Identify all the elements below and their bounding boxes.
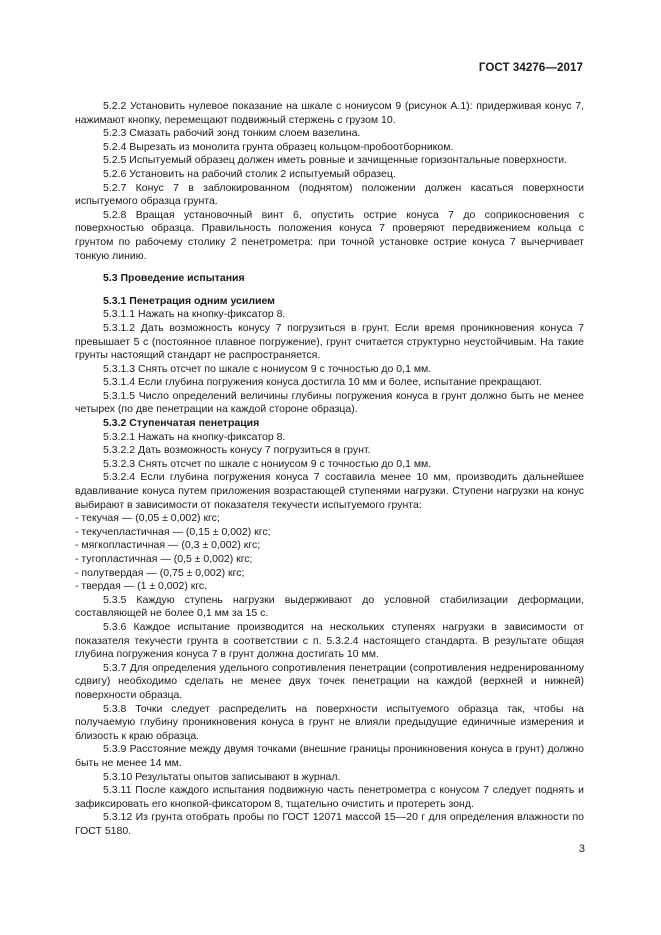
paragraph-5-3-1-3: 5.3.1.3 Снять отсчет по шкале с нониусом 9 с точностью до 0,1 мм. (103, 362, 432, 375)
paragraph-5-3-2-3: 5.3.2.3 Снять отсчет по шкале с нониусом 9 с точностью до 0,1 мм. (103, 457, 432, 470)
paragraph-5-3-10: 5.3.10 Результаты опытов записывают в журнал. (103, 770, 341, 783)
document-body (75, 100, 584, 838)
paragraph-5-2-6: 5.2.6 Установить на рабочий столик 2 испытуемый образец. (103, 167, 396, 180)
paragraph-5-3-2-4: 5.3.2.4 Если глубина погружения конуса 7 составила менее 10 мм, производить дальнейшее вдавливание конуса путем приложения возрастающей ступенями нагрузки. Ступени нагрузки на конус выбирают в зависимости от показателя текучести испытуемого грунта: (75, 471, 584, 511)
load-steps-list (75, 512, 584, 594)
paragraph-5-2-4: 5.2.4 Вырезать из монолита грунта образец кольцом-пробоотборником. (103, 140, 454, 153)
paragraph-5-3-11: 5.3.11 После каждого испытания подвижную часть пенетрометра с конусом 7 следует поднять и зафиксировать его кнопкой-фиксатором 8, тщательно очистить и протереть зонд. (75, 784, 584, 810)
paragraph-5-3-1-1: 5.3.1.1 Нажать на кнопку-фиксатор 8. (103, 308, 286, 321)
paragraph-5-3-2-2: 5.3.2.2 Дать возможность конусу 7 погрузиться в грунт. (103, 444, 371, 457)
paragraph-5-3-6: 5.3.6 Каждое испытание производится на нескольких ступенях нагрузки в зависимости от показателя текучести грунта в соответствии с п. 5.3.2.4 настоящего стандарта. В результате общая глубина погружения конуса 7 в грунт должна достигать 10 мм. (75, 620, 584, 661)
section-heading-5-3: 5.3 Проведение испытания (103, 272, 245, 285)
list-item: - текучепластичная — (0,15 ± 0,002) кгс; (75, 525, 271, 538)
paragraph-5-3-9: 5.3.9 Расстояние между двумя точками (внешние границы проникновения конуса в грунт) должно быть не менее 14 мм. (75, 743, 584, 769)
paragraph-5-3-7: 5.3.7 Для определения удельного сопротивления пенетрации (сопротивления недренированному сдвигу) необходимо сделать не менее двух точек пенетрации на каждой (верхней и нижней) поверхности образца. (75, 661, 584, 701)
paragraph-5-2-7: 5.2.7 Конус 7 в заблокированном (поднятом) положении должен касаться поверхности испытуемого образца грунта. (75, 181, 584, 208)
page-number: 3 (578, 843, 585, 855)
paragraph-5-3-8: 5.3.8 Точки следует распределить на поверхности испытуемого образца так, чтобы на получаемую глубину проникновения конуса в грунт не влияли предыдущие единичные измерения и близость к краю образца. (75, 702, 584, 742)
list-item: - мягкопластичная — (0,3 ± 0,002) кгс; (75, 539, 261, 552)
section-heading-5-3-2: 5.3.2 Ступенчатая пенетрация (103, 417, 260, 430)
paragraph-5-2-5: 5.2.5 Испытуемый образец должен иметь ровные и зачищенные горизонтальные поверхности. (103, 154, 567, 167)
paragraph-5-2-3: 5.2.3 Смазать рабочий зонд тонким слоем вазелина. (103, 127, 361, 140)
paragraph-5-3-1-5: 5.3.1.5 Число определений величины глубины погружения конуса в грунт должно быть не менее четырех (по две пенетрации на каждой стороне образца). (75, 389, 584, 416)
paragraph-5-3-2-1: 5.3.2.1 Нажать на кнопку-фиксатор 8. (103, 430, 286, 443)
list-item: - твердая — (1 ± 0,002) кгс. (75, 580, 208, 593)
paragraph-5-2-8: 5.2.8 Вращая установочный винт 6, опустить острие конуса 7 до соприкосновения с поверхностью образца. Правильность положения конуса 7 проверяют передвижением кольца с грунтом по рабочему столику 2 пенетрометра: при точной установке острие конуса 7 вычерчивает тонкую линию. (75, 208, 584, 262)
list-item: - тугопластичная — (0,5 ± 0,002) кгс; (75, 553, 253, 565)
paragraph-5-3-5: 5.3.5 Каждую ступень нагрузки выдерживают до условной стабилизации деформации, составляющей не более 0,1 мм за 15 с. (75, 593, 584, 620)
paragraph-5-3-1-4: 5.3.1.4 Если глубина погружения конуса достигла 10 мм и более, испытание прекращают. (103, 376, 542, 389)
paragraph-5-3-1-2: 5.3.1.2 Дать возможность конусу 7 погрузиться в грунт. Если время проникновения конуса 7 превышает 5 с (постоянное плавное погружение), грунт считается структурно неустойчивым. На такие грунты настоящий стандарт не распространяется. (75, 321, 584, 362)
paragraph-5-2-2: 5.2.2 Установить нулевое показание на шкале с нониусом 9 (рисунок А.1): придерживая конус 7, нажимают кнопку, перемещают подвижный стержень с грузом 10. (75, 100, 584, 126)
document-id-header: ГОСТ 34276—2017 (478, 62, 583, 74)
section-heading-5-3-1: 5.3.1 Пенетрация одним усилием (103, 294, 275, 307)
list-item: - полутвердая — (0,75 ± 0,002) кгс; (75, 566, 245, 579)
paragraph-5-3-12: 5.3.12 Из грунта отобрать пробы по ГОСТ 12071 массой 15—20 г для определения влажности по ГОСТ 5180. (75, 811, 584, 837)
list-item: - текучая — (0,05 ± 0,002) кгс; (75, 512, 220, 525)
